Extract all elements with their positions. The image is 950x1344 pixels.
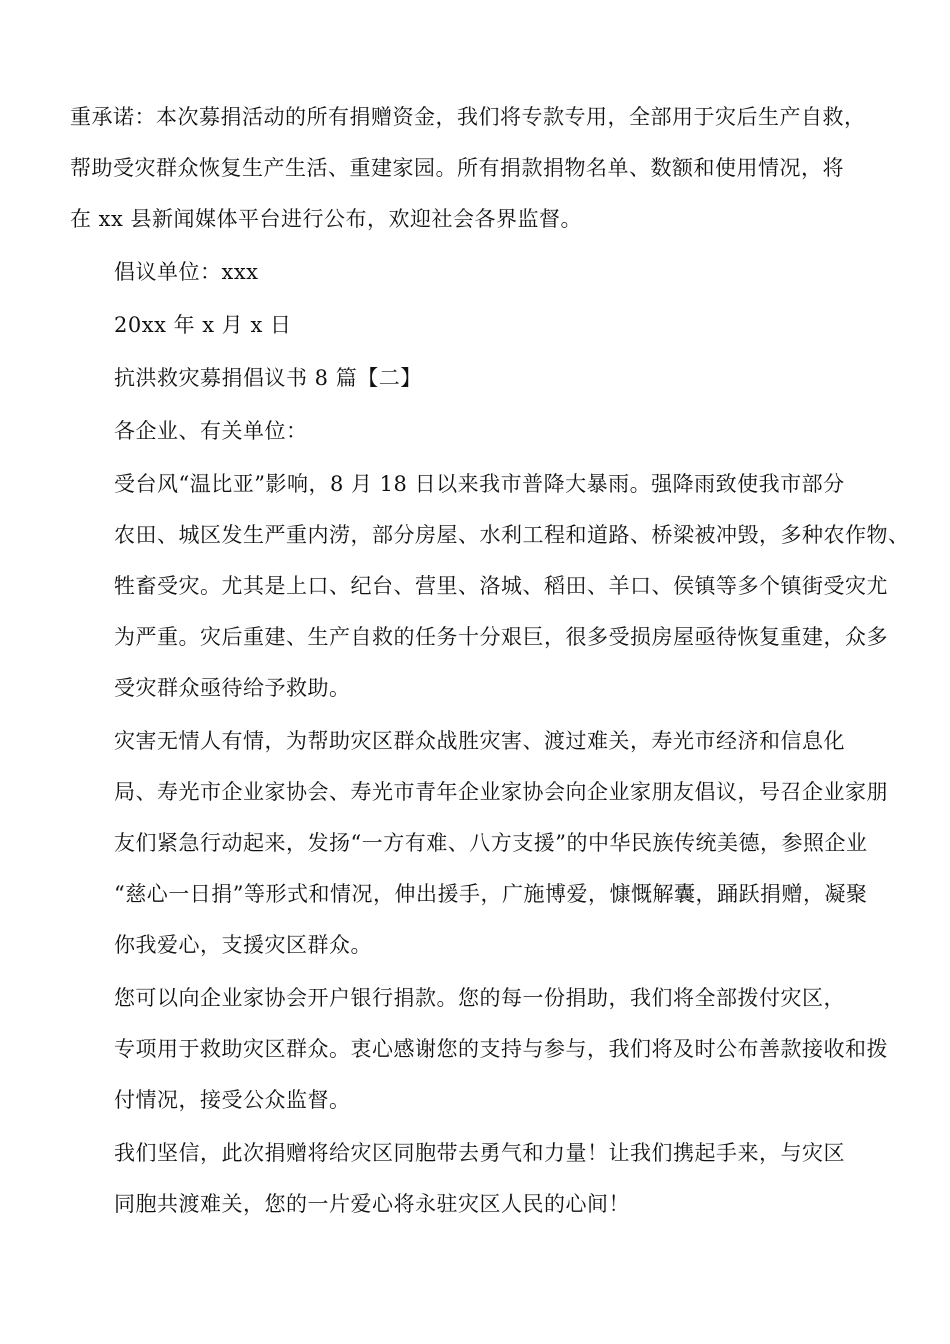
text-line: 为严重。灾后重建、生产自救的任务十分艰巨，很多受损房屋亟待恢复重建，众多 (114, 625, 888, 649)
paragraph (70, 716, 888, 971)
text-line: 灾害无情人有情，为帮助灾区群众战胜灾害、渡过难关，寿光市经济和信息化 (114, 729, 845, 753)
paragraph (70, 247, 882, 298)
text-line: 受台风“温比亚”影响，8 月 18 日以来我市普降大暴雨。强降雨致使我市部分 (114, 472, 845, 496)
text-line: 重承诺：本次募捐活动的所有捐赠资金，我们将专款专用，全部用于灾后生产自救， (70, 105, 866, 129)
text-line: 在 xx 县新闻媒体平台进行公布，欢迎社会各界监督。 (70, 207, 583, 231)
paragraph (70, 92, 882, 245)
text-line: 专项用于救助灾区群众。衷心感谢您的支持与参与，我们将及时公布善款接收和拨 (114, 1037, 888, 1061)
text-line: 我们坚信，此次捐赠将给灾区同胞带去勇气和力量！让我们携起手来，与灾区 (114, 1141, 845, 1165)
text-line: 抗洪救灾募捐倡议书 8 篇【二】 (114, 366, 422, 390)
text-line: 你我爱心，支援灾区群众。 (114, 933, 372, 957)
text-line: 农田、城区发生严重内涝，部分房屋、水利工程和道路、桥梁被冲毁，多种农作物、 (114, 523, 910, 547)
paragraph (70, 353, 882, 404)
document-body (70, 92, 910, 1232)
text-line: 帮助受灾群众恢复生产生活、重建家园。所有捐款捐物名单、数额和使用情况，将 (70, 156, 844, 180)
text-line: 牲畜受灾。尤其是上口、纪台、营里、洛城、稻田、羊口、侯镇等多个镇街受灾尤 (114, 574, 888, 598)
paragraph (70, 459, 910, 714)
text-line: 友们紧急行动起来，发扬“一方有难、八方支援”的中华民族传统美德，参照企业 (114, 831, 868, 855)
text-line: 付情况，接受公众监督。 (114, 1088, 351, 1112)
paragraph (70, 406, 882, 457)
text-line: “慈心一日捐”等形式和情况，伸出援手，广施博爱，慷慨解囊，踊跃捐赠，凝聚 (114, 882, 868, 906)
text-line: 同胞共渡难关，您的一片爱心将永驻灾区人民的心间！ (114, 1192, 630, 1216)
text-line: 受灾群众亟待给予救助。 (114, 676, 351, 700)
text-line: 20xx 年 x 月 x 日 (114, 313, 292, 337)
text-line: 局、寿光市企业家协会、寿光市青年企业家协会向企业家朋友倡议，号召企业家朋 (114, 780, 888, 804)
text-line: 各企业、有关单位： (114, 419, 308, 443)
text-line: 倡议单位：xxx (114, 260, 259, 284)
paragraph (70, 300, 882, 351)
paragraph (70, 973, 888, 1126)
paragraph (70, 1128, 882, 1230)
text-line: 您可以向企业家协会开户银行捐款。您的每一份捐助，我们将全部拨付灾区， (114, 986, 845, 1010)
